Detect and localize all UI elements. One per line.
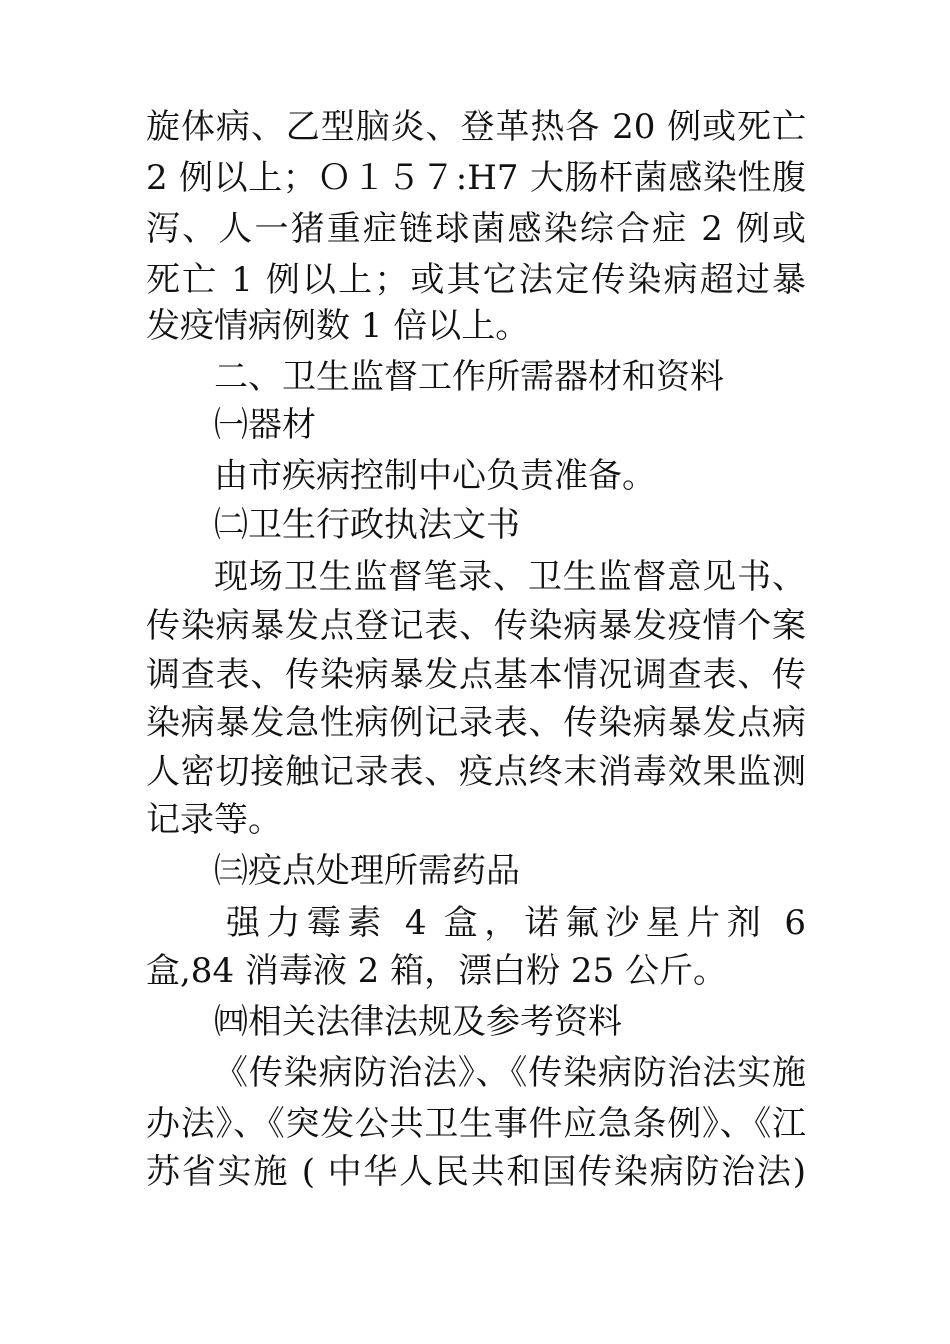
text-line: 由市疾病控制中心负责准备。 bbox=[214, 456, 656, 496]
section-heading: 二、卫生监督工作所需器材和资料 bbox=[214, 357, 724, 397]
text-line: 染病暴发急性病例记录表、传染病暴发点病 bbox=[146, 703, 806, 743]
text-line: 传染病暴发点登记表、传染病暴发疫情个案 bbox=[146, 606, 806, 646]
text-line: 调查表、传染病暴发点基本情况调查表、传 bbox=[146, 655, 806, 695]
text-line: 人密切接触记录表、疫点终末消毒效果监测 bbox=[146, 752, 806, 792]
text-line: 发疫情病例数 1 倍以上。 bbox=[146, 306, 530, 346]
text-line: 泻、人一猪重症链球菌感染综合症 2 例或 bbox=[146, 209, 806, 249]
subsection-heading: ㈣相关法律法规及参考资料 bbox=[214, 1002, 622, 1042]
text-line: 2 例以上；Ｏ１５７:H7 大肠杆菌感染性腹 bbox=[146, 158, 806, 198]
subsection-heading: ㈠器材 bbox=[214, 405, 316, 445]
text-line: 记录等。 bbox=[146, 800, 282, 840]
text-line: 强力霉素 4 盒，诺氟沙星片剂 6 bbox=[226, 903, 806, 943]
text-line: 《传染病防治法》、《传染病防治法实施 bbox=[214, 1053, 806, 1093]
text-line: 办法》、《突发公共卫生事件应急条例》、《江 bbox=[146, 1104, 806, 1144]
text-line: 死亡 1 例以上；或其它法定传染病超过暴 bbox=[146, 260, 806, 300]
subsection-heading: ㈡卫生行政执法文书 bbox=[214, 505, 520, 545]
text-line: 旋体病、乙型脑炎、登革热各 20 例或死亡 bbox=[146, 107, 806, 147]
subsection-heading: ㈢疫点处理所需药品 bbox=[214, 851, 520, 891]
text-line: 盒,84 消毒液 2 箱，漂白粉 25 公斤。 bbox=[146, 951, 728, 991]
text-line: 现场卫生监督笔录、卫生监督意见书、 bbox=[214, 557, 806, 597]
text-line: 苏省实施 ( 中华人民共和国传染病防治法) bbox=[146, 1152, 806, 1192]
